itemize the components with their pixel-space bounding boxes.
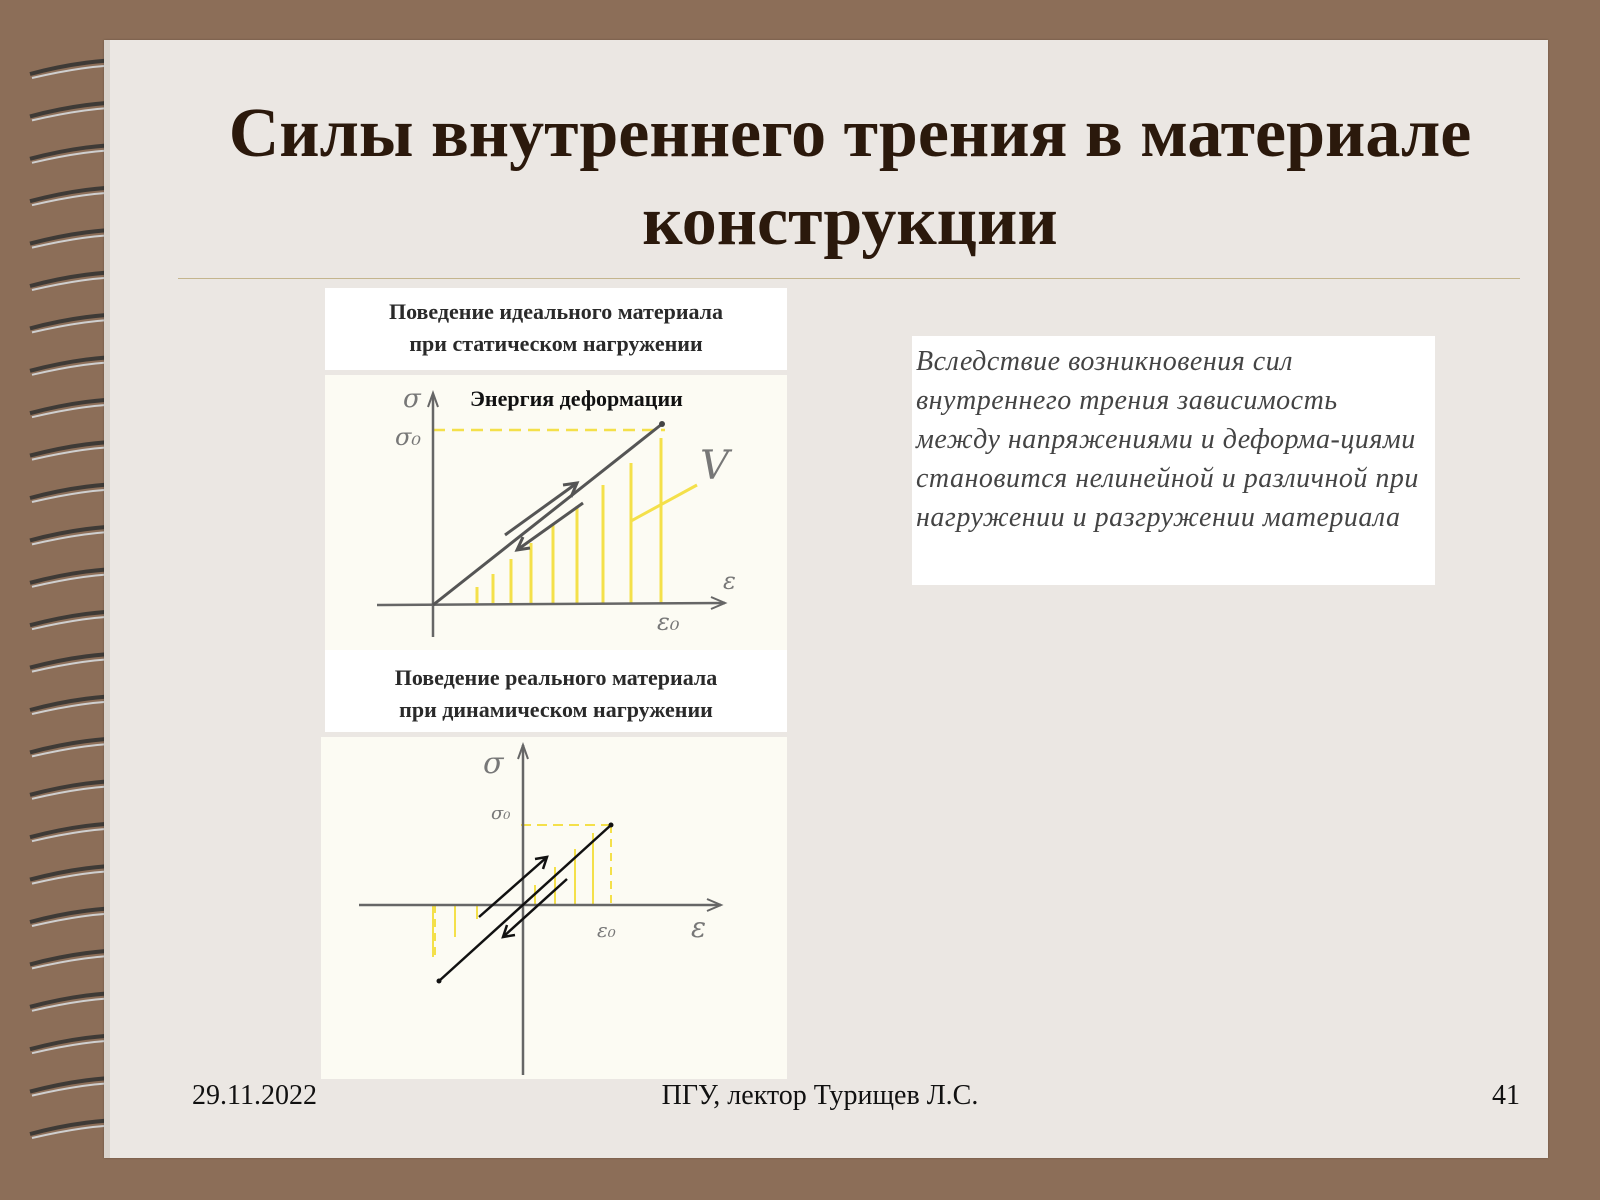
dynamic-y-level-label: σ₀ — [491, 803, 511, 824]
static-y-axis-label: σ — [403, 384, 421, 414]
explanation-text: Вследствие возникновения сил внутреннего трения зависимость между напряжениями и деформа-циями становится нелинейной и различной при нагружении и разгружении материала — [916, 346, 1419, 533]
dynamic-x-axis-label: ε — [691, 911, 707, 944]
static-caption-line2: при статическом нагружении — [409, 331, 703, 356]
static-x-level-label: ε₀ — [657, 608, 680, 636]
energy-label: Энергия деформации — [470, 386, 683, 411]
page-edge — [104, 40, 110, 1158]
area-label: V — [700, 443, 729, 489]
footer-author: ПГУ, лектор Турищев Л.С. — [661, 1080, 979, 1111]
dynamic-caption-line2: при динамическом нагружении — [399, 697, 713, 722]
static-y-level-label: σ₀ — [395, 423, 422, 451]
static-loading-diagram — [325, 375, 787, 650]
loading-arrow — [505, 483, 577, 535]
dynamic-x-level-label: ε₀ — [597, 918, 616, 942]
dynamic-caption-line1: Поведение реального материала — [394, 665, 718, 690]
static-loading-line — [433, 424, 662, 605]
dynamic-y-axis-label: σ — [483, 746, 504, 781]
static-caption — [325, 288, 787, 370]
dynamic-caption — [325, 650, 787, 732]
dynamic-hatching — [433, 833, 593, 957]
dynamic-hysteresis-diagram — [321, 737, 787, 1079]
static-x-axis — [377, 603, 725, 605]
explanation-box — [912, 336, 1435, 585]
page-number: 41 — [1492, 1080, 1520, 1111]
footer-date: 29.11.2022 — [192, 1080, 317, 1111]
unloading-arrow — [517, 503, 583, 550]
title-divider — [178, 278, 1520, 279]
static-caption-line1: Поведение идеального материала — [388, 299, 724, 324]
static-x-axis-label: ε — [723, 567, 736, 595]
hysteresis-line — [439, 825, 611, 981]
area-pointer — [631, 485, 697, 521]
slide-title: Силы внутреннего трения в материале конструкции — [228, 95, 1472, 260]
